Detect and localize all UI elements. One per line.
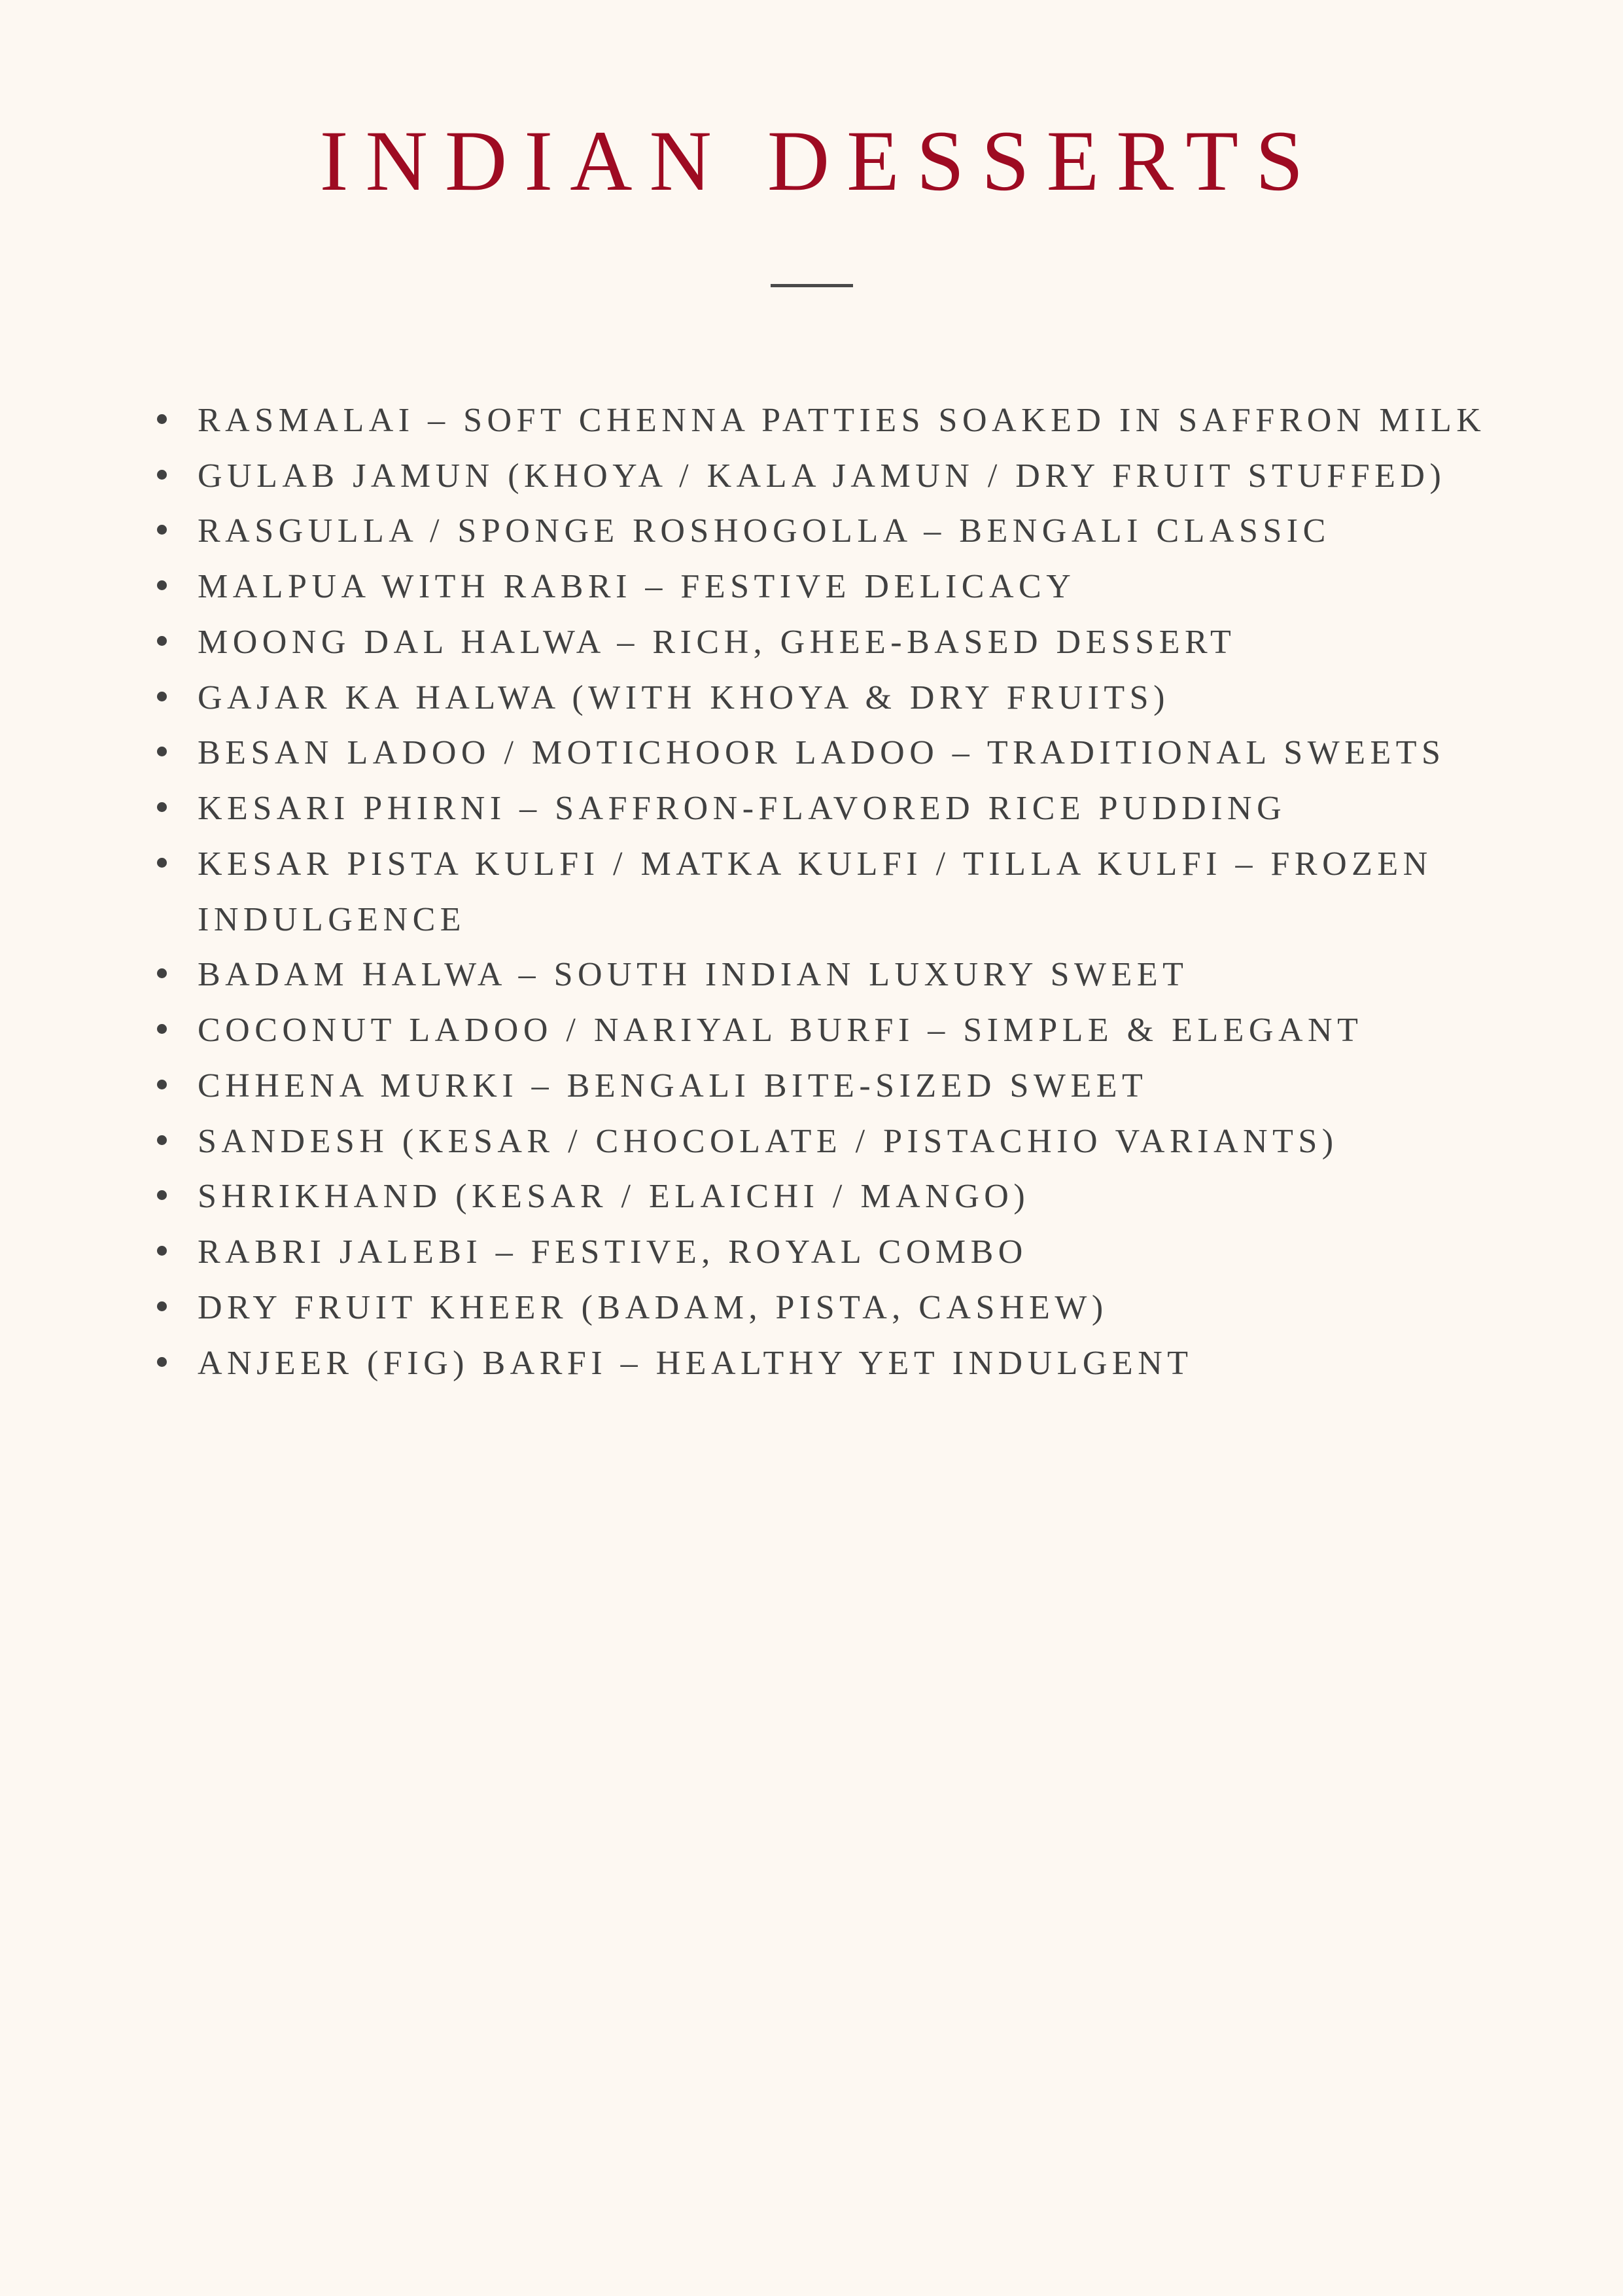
list-item-label: RASMALAI – SOFT CHENNA PATTIES SOAKED IN SAFFRON MILK [198,401,1486,439]
list-item [152,1336,1506,1392]
bullet-icon [157,1024,167,1034]
list-item [152,837,1506,948]
list-item-label: ANJEER (FIG) BARFI – HEALTHY YET INDULGENT [198,1344,1193,1382]
bullet-icon [157,692,167,701]
list-item-label: KESARI PHIRNI – SAFFRON-FLAVORED RICE PUDDING [198,790,1287,828]
list-item [152,1280,1506,1336]
title-divider-wrap [0,284,1623,287]
dessert-list-section [0,393,1623,1392]
list-item-label: CHHENA MURKI – BENGALI BITE-SIZED SWEET [198,1067,1148,1104]
bullet-icon [157,1190,167,1200]
list-item-label: DRY FRUIT KHEER (BADAM, PISTA, CASHEW) [198,1288,1108,1326]
list-item [152,1003,1506,1059]
list-item-label: RASGULLA / SPONGE ROSHOGOLLA – BENGALI CLASSIC [198,512,1331,550]
list-item [152,615,1506,671]
list-item-label: COCONUT LADOO / NARIYAL BURFI – SIMPLE & ELEGANT [198,1012,1363,1050]
bullet-icon [157,414,167,424]
dessert-list [152,393,1525,1392]
bullet-icon [157,1301,167,1311]
bullet-icon [157,858,167,868]
list-item [152,947,1506,1003]
list-item-label: GAJAR KA HALWA (WITH KHOYA & DRY FRUITS) [198,679,1170,716]
bullet-icon [157,470,167,480]
bullet-icon [157,636,167,646]
list-item-label: BADAM HALWA – SOUTH INDIAN LUXURY SWEET [198,956,1189,994]
page-title: INDIAN DESSERTS [319,113,1321,209]
list-item-label: SANDESH (KESAR / CHOCOLATE / PISTACHIO VARIANTS) [198,1122,1338,1160]
list-item-label: BESAN LADOO / MOTICHOOR LADOO – TRADITIONAL SWEETS [198,734,1446,772]
list-item [152,393,1506,449]
list-item [152,1225,1506,1280]
list-item-label: GULAB JAMUN (KHOYA / KALA JAMUN / DRY FRUIT STUFFED) [198,457,1446,495]
bullet-icon [157,802,167,812]
bullet-icon [157,1135,167,1145]
list-item [152,559,1506,615]
list-item [152,671,1506,726]
bullet-icon [157,580,167,590]
list-item [152,1059,1506,1114]
list-item-label: SHRIKHAND (KESAR / ELAICHI / MANGO) [198,1178,1030,1216]
list-item [152,726,1506,781]
list-item-label: KESAR PISTA KULFI / MATKA KULFI / TILLA KULFI – FROZEN INDULGENCE [198,845,1433,938]
list-item-label: RABRI JALEBI – FESTIVE, ROYAL COMBO [198,1233,1028,1271]
divider-rule [771,284,853,287]
bullet-icon [157,1357,167,1367]
bullet-icon [157,968,167,978]
bullet-icon [157,747,167,756]
bullet-icon [157,525,167,535]
list-item [152,504,1506,559]
list-item-label: MOONG DAL HALWA – RICH, GHEE-BASED DESSERT [198,623,1236,661]
list-item [152,449,1506,504]
list-item-label: MALPUA WITH RABRI – FESTIVE DELICACY [198,568,1076,606]
bullet-icon [157,1080,167,1089]
list-item [152,1114,1506,1170]
list-item [152,781,1506,837]
bullet-icon [157,1246,167,1256]
list-item [152,1169,1506,1225]
